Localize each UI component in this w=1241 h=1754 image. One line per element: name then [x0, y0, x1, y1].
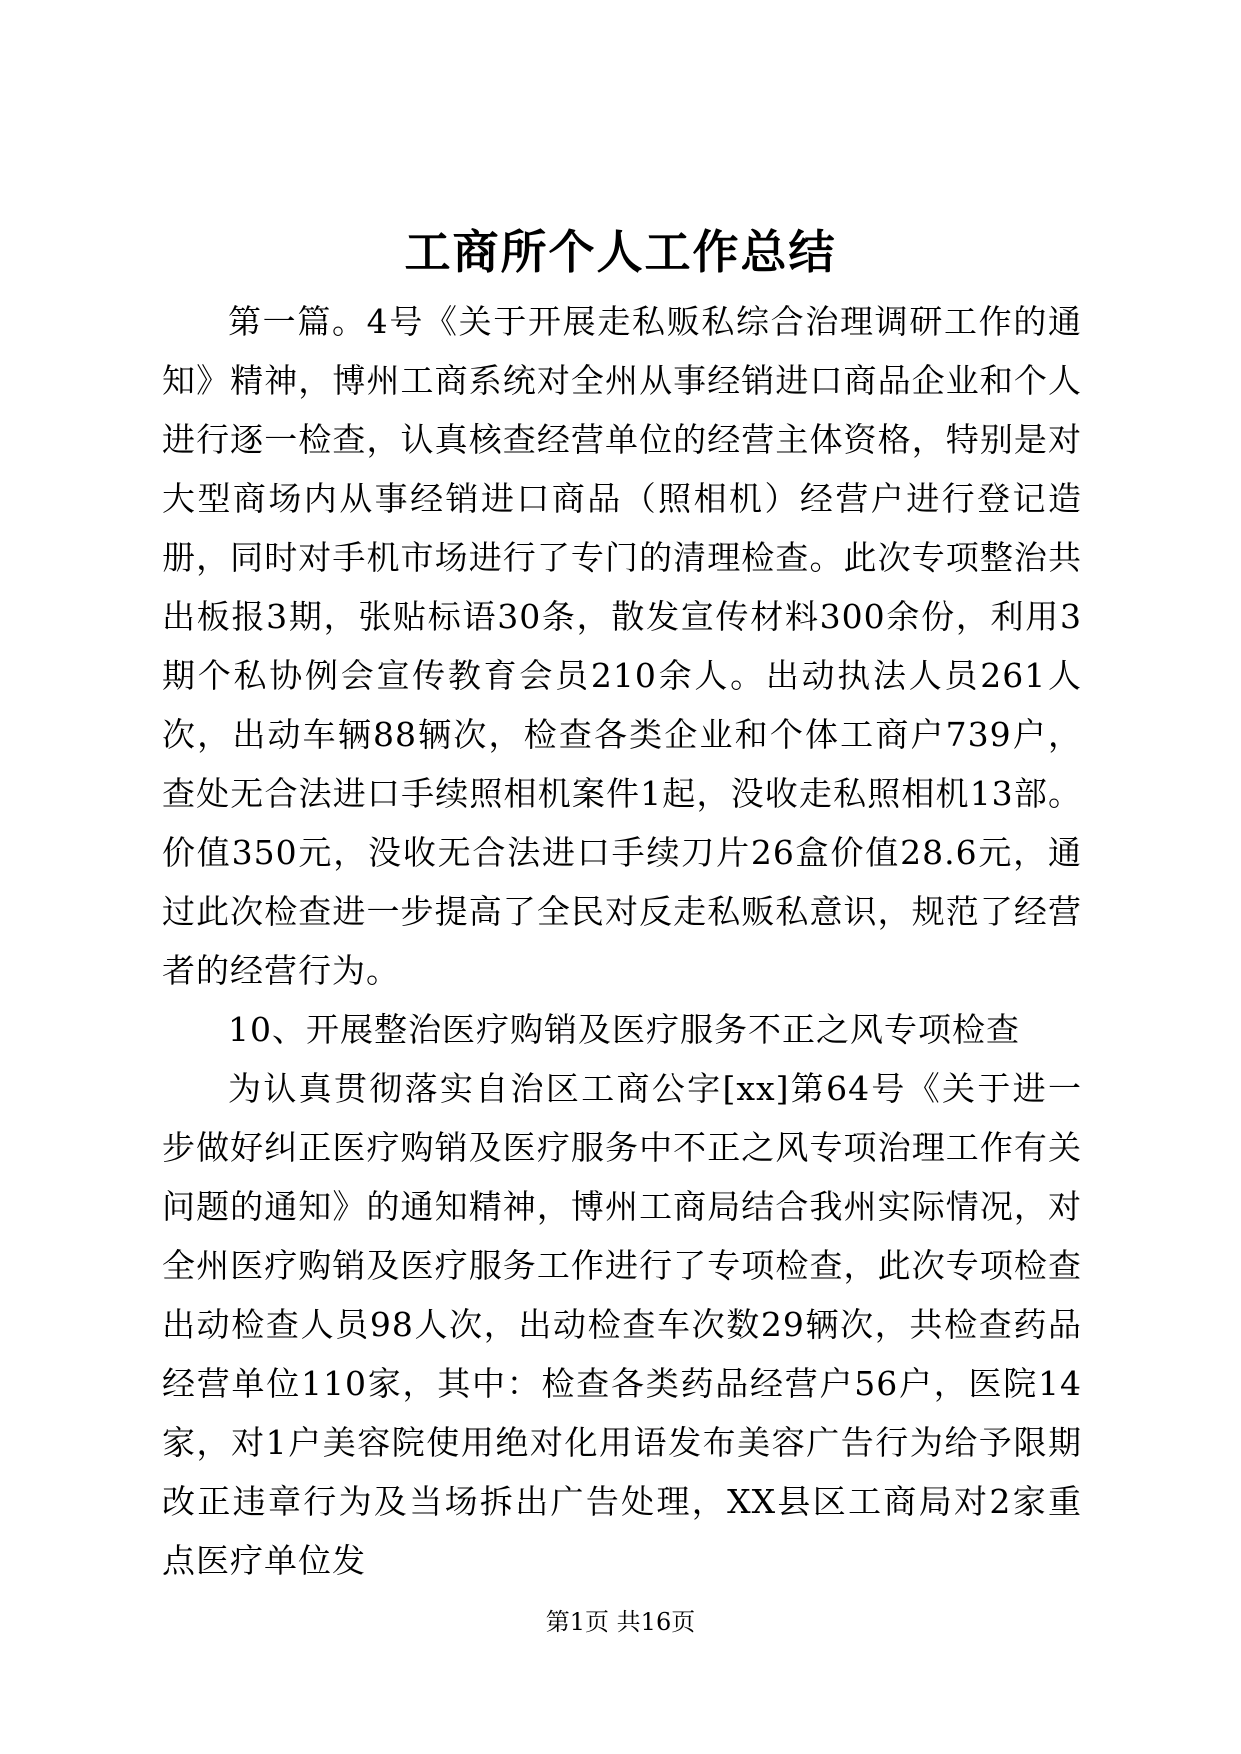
document-title: 工商所个人工作总结 [404, 225, 837, 279]
paragraph-1: 第一篇。4号《关于开展走私贩私综合治理调研工作的通知》精神，博州工商系统对全州从事经销进口商品企业和个人进行逐一检查，认真核查经营单位的经营主体资格，特别是对大型商场内从事经销进口商品（照相机）经营户进行登记造册，同时对手机市场进行了专门的清理检查。此次专项整治共出板报3期，张贴标语30条，散发宣传材料300余份，利用3期个私协例会宣传教育会员210余人。出动执法人员261人次，出动车辆88辆次，检查各类企业和个体工商户739户，查处无合法进口手续照相机案件1起，没收走私照相机13部。价值350元，没收无合法进口手续刀片26盒价值28.6元，通过此次检查进一步提高了全民对反走私贩私意识，规范了经营者的经营行为。 [162, 302, 1082, 990]
paragraph-2-heading: 10、开展整治医疗购销及医疗服务不正之风专项检查 [228, 1010, 1020, 1049]
paragraph-3: 为认真贯彻落实自治区工商公字[xx]第64号《关于进一步做好纠正医疗购销及医疗服务中不正之风专项治理工作有关问题的通知》的通知精神，博州工商局结合我州实际情况，对全州医疗购销及医疗服务工作进行了专项检查，此次专项检查出动检查人员98人次，出动检查车次数29辆次，共检查药品经营单位110家，其中：检查各类药品经营户56户，医院14家，对1户美容院使用绝对化用语发布美容广告行为给予限期改正违章行为及当场拆出广告处理，XX县区工商局对2家重点医疗单位发 [162, 1069, 1082, 1580]
page-number-footer: 第1页 共16页 [545, 1608, 696, 1636]
document-body [162, 292, 1082, 1590]
